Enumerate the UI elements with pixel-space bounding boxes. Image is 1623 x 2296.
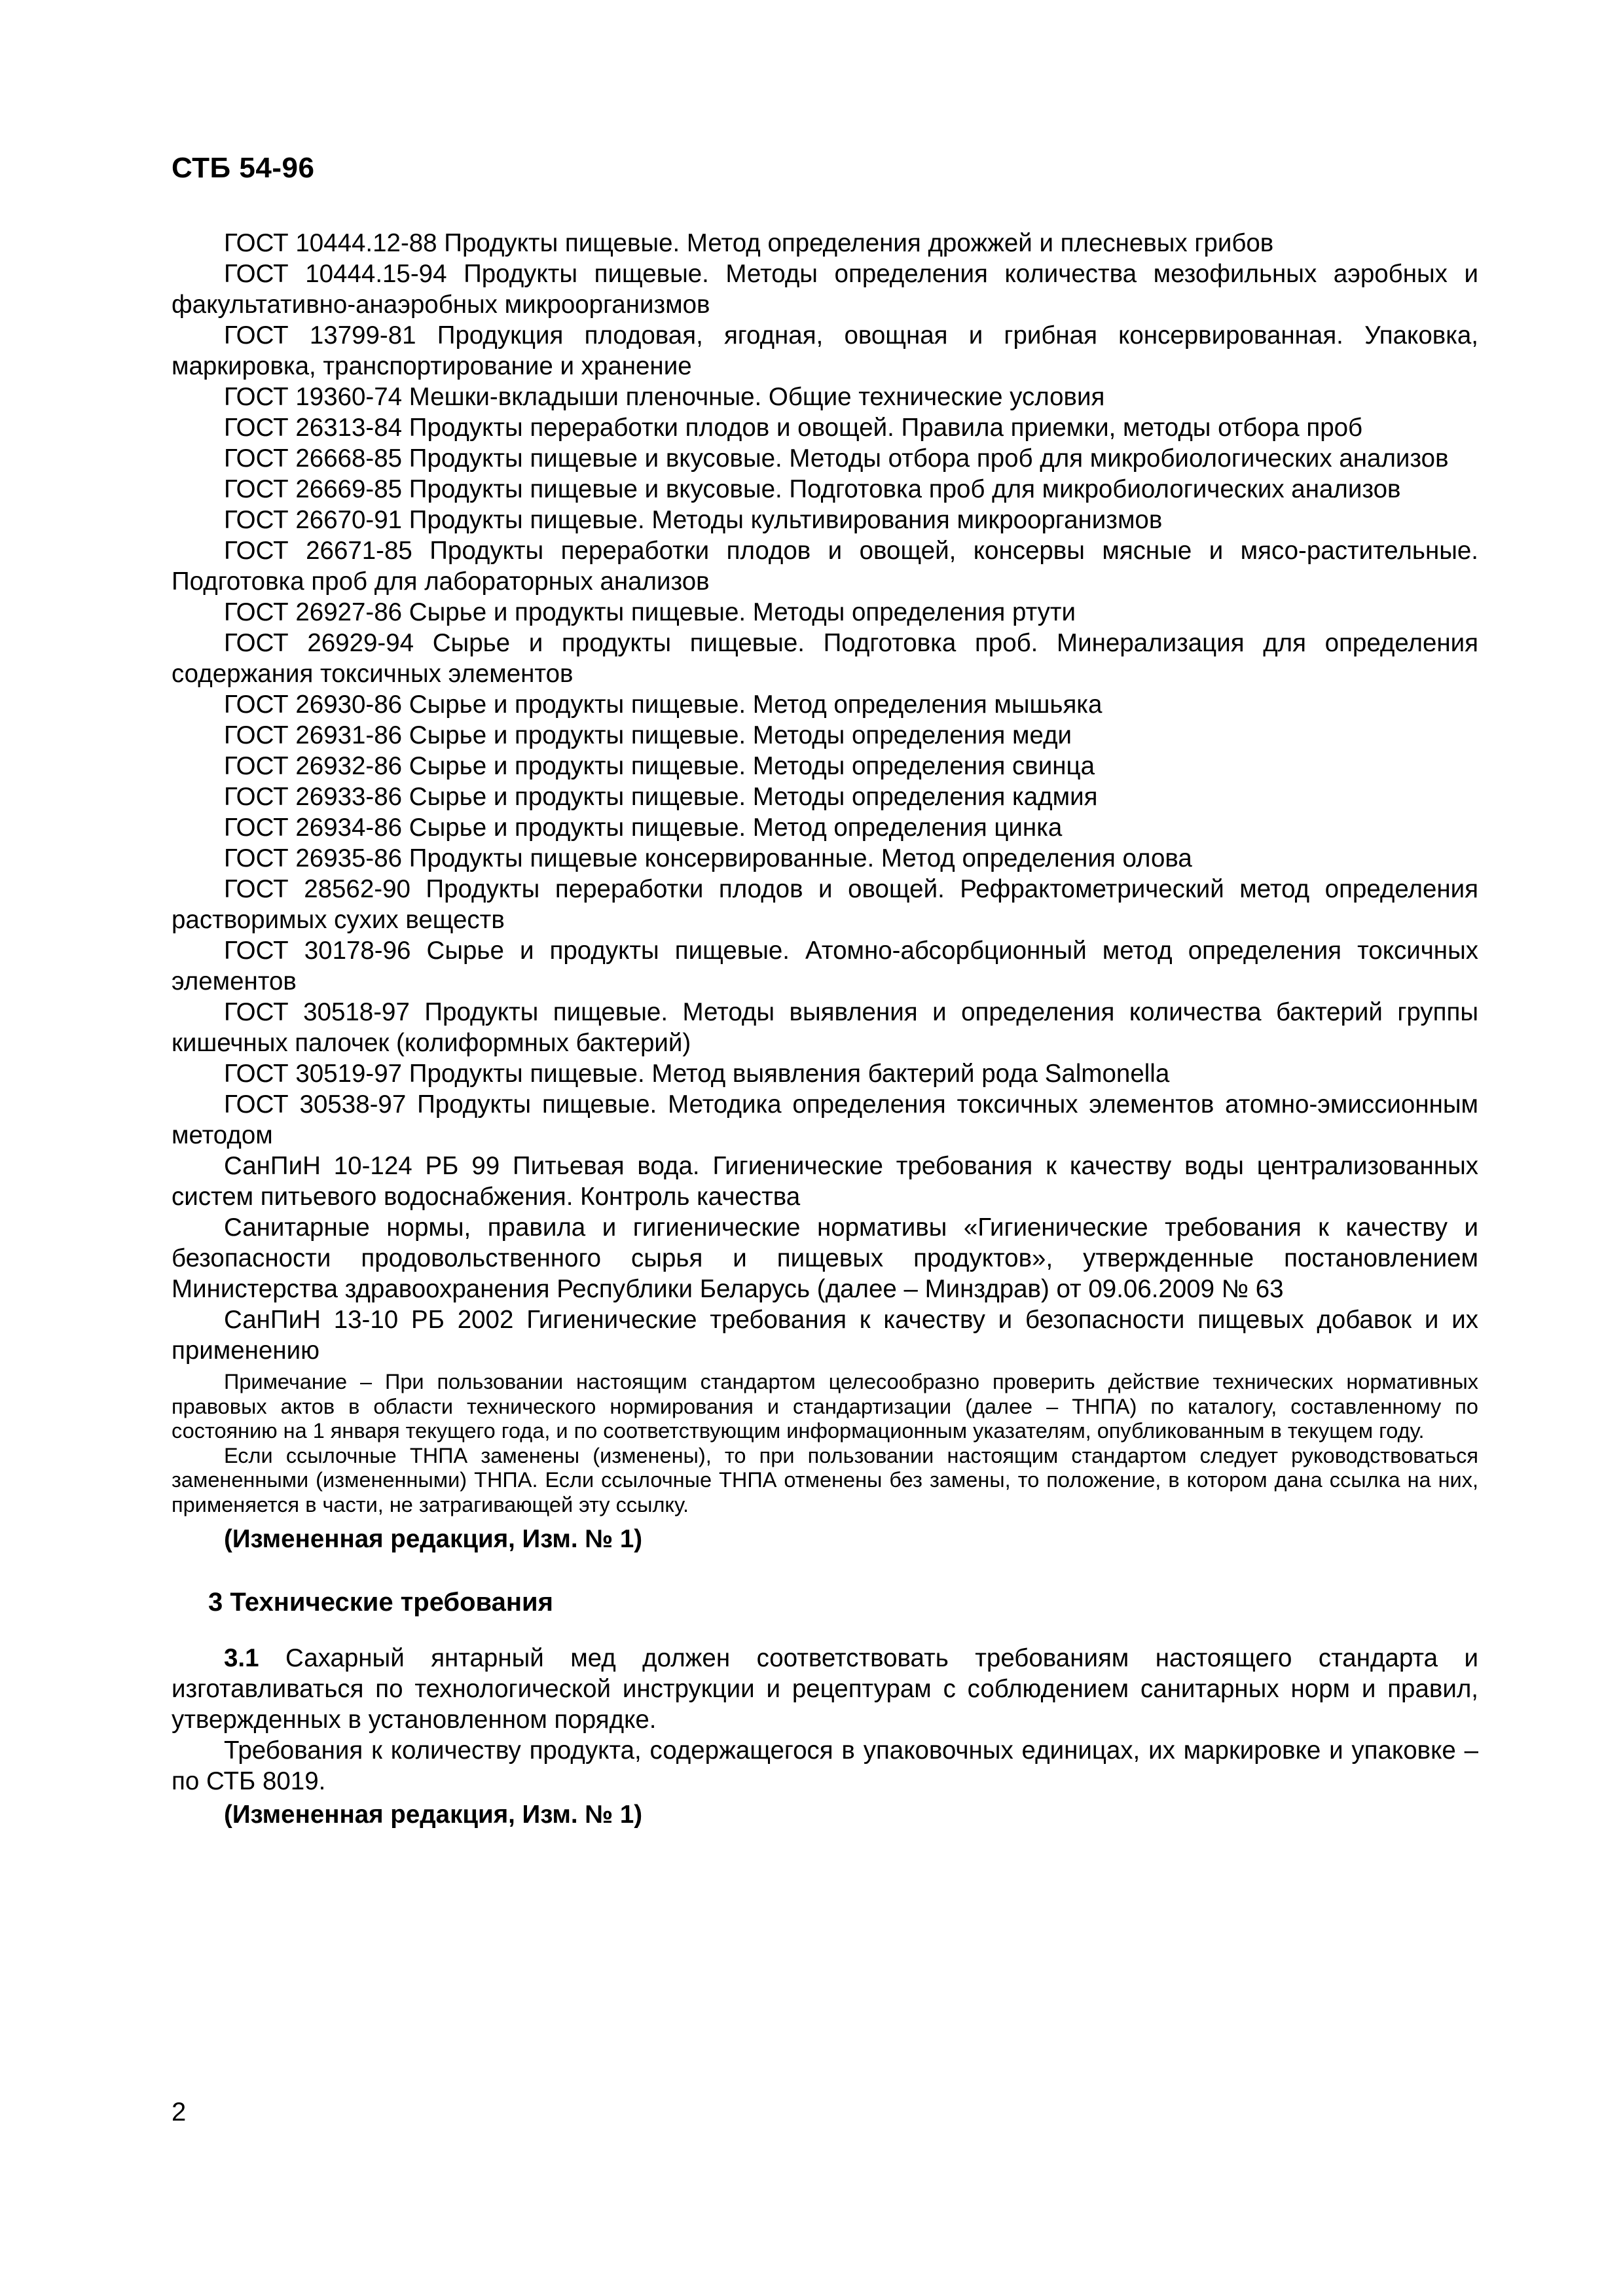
reference-item: ГОСТ 13799-81 Продукция плодовая, ягодная, овощная и грибная консервированная. Упаковка, маркировка, транспортирование и хранение — [172, 321, 1478, 380]
reference-item: ГОСТ 30178-96 Сырье и продукты пищевые. Атомно-абсорбционный метод определения токсичных элементов — [172, 937, 1478, 996]
reference-item: Санитарные нормы, правила и гигиенические нормативы «Гигиенические требования к качеству и безопасности продовольственного сырья и пищевых продуктов», утвержденные постановлением Министерства здравоохранения Республики Беларусь (далее – Минздрав) от 09.06.2009 № 63 — [172, 1213, 1478, 1303]
amendment-label: (Измененная редакция, Изм. № 1) — [224, 1801, 643, 1829]
reference-item: ГОСТ 26927-86 Сырье и продукты пищевые. Методы определения ртути — [224, 598, 1076, 626]
reference-item: СанПиН 10-124 РБ 99 Питьевая вода. Гигиенические требования к качеству воды централизованных систем питьевого водоснабжения. Контроль качества — [172, 1152, 1478, 1211]
note-paragraph: Если ссылочные ТНПА заменены (изменены), то при пользовании настоящим стандартом следует руководствоваться замененными (измененными) ТНПА. Если ссылочные ТНПА отменены без замены, то положение, в котором дана ссылка на них, применяется в части, не затрагивающей эту ссылку. — [172, 1443, 1478, 1516]
reference-item: СанПиН 13-10 РБ 2002 Гигиенические требования к качеству и безопасности пищевых добавок и их применению — [172, 1306, 1478, 1365]
reference-item: ГОСТ 26313-84 Продукты переработки плодов и овощей. Правила приемки, методы отбора проб — [224, 414, 1363, 442]
reference-item: ГОСТ 26932-86 Сырье и продукты пищевые. Методы определения свинца — [224, 752, 1095, 780]
reference-item: ГОСТ 30518-97 Продукты пищевые. Методы выявления и определения количества бактерий группы кишечных палочек (колиформных бактерий) — [172, 998, 1478, 1057]
reference-item: ГОСТ 26929-94 Сырье и продукты пищевые. Подготовка проб. Минерализация для определения содержания токсичных элементов — [172, 629, 1478, 688]
reference-item: ГОСТ 19360-74 Мешки-вкладыши пленочные. Общие технические условия — [224, 383, 1105, 411]
reference-item: ГОСТ 26670-91 Продукты пищевые. Методы культивирования микроорганизмов — [224, 506, 1163, 534]
page-number: 2 — [172, 2098, 187, 2126]
section-paragraph: Требования к количеству продукта, содержащегося в упаковочных единицах, их маркировке и упаковке – по СТБ 8019. — [172, 1736, 1478, 1795]
reference-item: ГОСТ 26931-86 Сырье и продукты пищевые. Методы определения меди — [224, 721, 1072, 749]
reference-item: ГОСТ 26934-86 Сырье и продукты пищевые. Метод определения цинка — [224, 814, 1063, 842]
reference-item: ГОСТ 30538-97 Продукты пищевые. Методика определения токсичных элементов атомно-эмиссионным методом — [172, 1090, 1478, 1149]
amendment-label: (Измененная редакция, Изм. № 1) — [224, 1525, 643, 1553]
clause-3-1 — [172, 1643, 1478, 1735]
reference-item: ГОСТ 26671-85 Продукты переработки плодов и овощей, консервы мясные и мясо-растительные. Подготовка проб для лабораторных анализов — [172, 537, 1478, 596]
reference-item: ГОСТ 30519-97 Продукты пищевые. Метод выявления бактерий рода Salmonella — [224, 1060, 1170, 1088]
document-body — [172, 228, 1478, 1830]
section-title: 3 Технические требования — [208, 1588, 553, 1617]
reference-item: ГОСТ 26935-86 Продукты пищевые консервированные. Метод определения олова — [224, 844, 1192, 872]
reference-item: ГОСТ 26930-86 Сырье и продукты пищевые. Метод определения мышьяка — [224, 691, 1103, 719]
reference-item: ГОСТ 26669-85 Продукты пищевые и вкусовые. Подготовка проб для микробиологических анализов — [224, 475, 1401, 503]
clause-number: 3.1 — [224, 1644, 259, 1672]
reference-item: ГОСТ 26668-85 Продукты пищевые и вкусовые. Методы отбора проб для микробиологических анализов — [224, 444, 1449, 473]
reference-item: ГОСТ 10444.15-94 Продукты пищевые. Методы определения количества мезофильных аэробных и факультативно-анаэробных микроорганизмов — [172, 260, 1478, 319]
reference-item: ГОСТ 28562-90 Продукты переработки плодов и овощей. Рефрактометрический метод определения растворимых сухих веществ — [172, 875, 1478, 934]
clause-text: Сахарный янтарный мед должен соответствовать требованиям настоящего стандарта и изготавливаться по технологической инструкции и рецептурам с соблюдением санитарных норм и правил, утвержденных в установленном порядке. — [172, 1644, 1478, 1734]
references-list — [172, 228, 1478, 1366]
reference-item: ГОСТ 26933-86 Сырье и продукты пищевые. Методы определения кадмия — [224, 783, 1098, 811]
note-paragraph: Примечание – При пользовании настоящим стандартом целесообразно проверить действие технических нормативных правовых актов в области технического нормирования и стандартизации (далее – ТНПА) по каталогу, составленному по состоянию на 1 января текущего года, и по соответствующим информационным указателям, опубликованным в текущем году. — [172, 1370, 1478, 1443]
reference-item: ГОСТ 10444.12-88 Продукты пищевые. Метод определения дрожжей и плесневых грибов — [224, 229, 1274, 257]
document-header: СТБ 54-96 — [172, 152, 315, 184]
